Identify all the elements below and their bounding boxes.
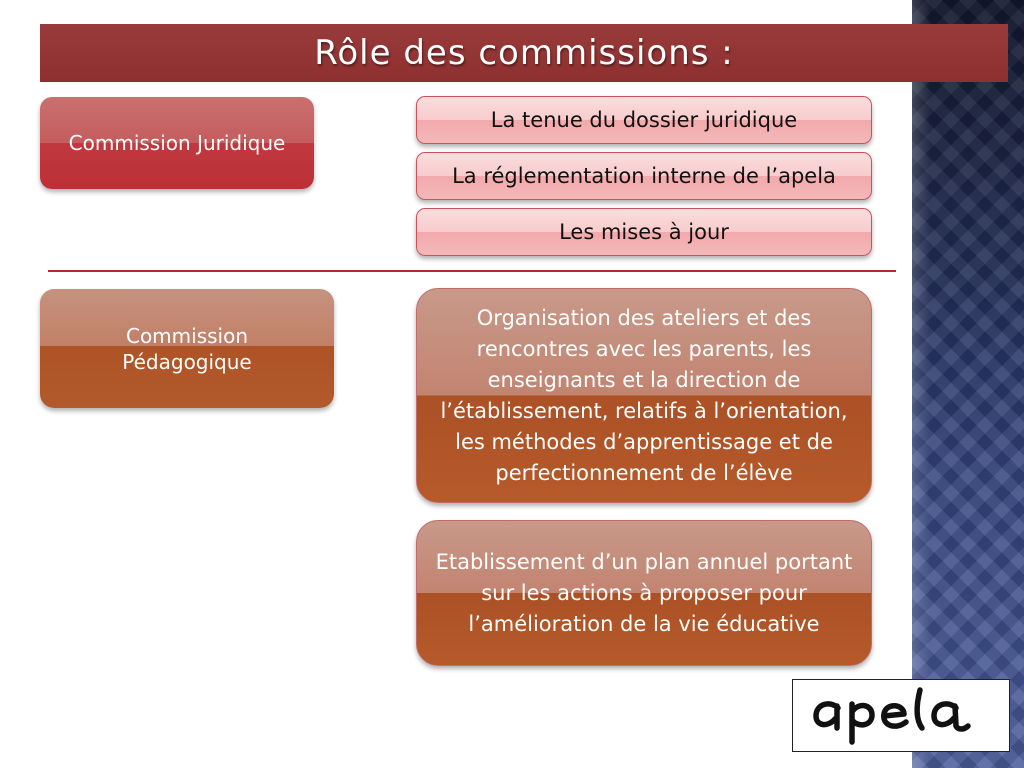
slide-title: Rôle des commissions : <box>314 33 734 73</box>
juridique-item-label: La tenue du dossier juridique <box>490 108 798 132</box>
side-decoration-band <box>912 0 1024 768</box>
commission-pedagogique-box <box>40 289 334 408</box>
pedagogique-item-label: Organisation des ateliers et des rencontres avec les parents, les enseignants et la direction de l’établissement, relatifs à l’orientation, les méthodes d’apprentissage et de perfectionnement de l’élève <box>440 305 848 485</box>
commission-pedagogique-label: Commission Pédagogique <box>122 323 252 374</box>
juridique-item-label: La réglementation interne de l’apela <box>452 164 836 188</box>
commission-juridique-label: Commission Juridique <box>68 131 286 155</box>
pedagogique-item-box <box>416 288 872 503</box>
juridique-item-box <box>416 96 872 144</box>
pedagogique-item-box <box>416 520 872 666</box>
commission-juridique-box <box>40 97 314 189</box>
pedagogique-item-label: Etablissement d’un plan annuel portant sur les actions à proposer pour l’amélioration de la vie éducative <box>435 549 853 636</box>
juridique-item-box <box>416 152 872 200</box>
juridique-item-box <box>416 208 872 256</box>
apela-logo-handwritten <box>806 686 996 746</box>
juridique-item-label: Les mises à jour <box>559 220 729 244</box>
apela-logo <box>792 679 1010 752</box>
title-bar <box>40 24 1008 82</box>
section-divider <box>48 270 896 272</box>
